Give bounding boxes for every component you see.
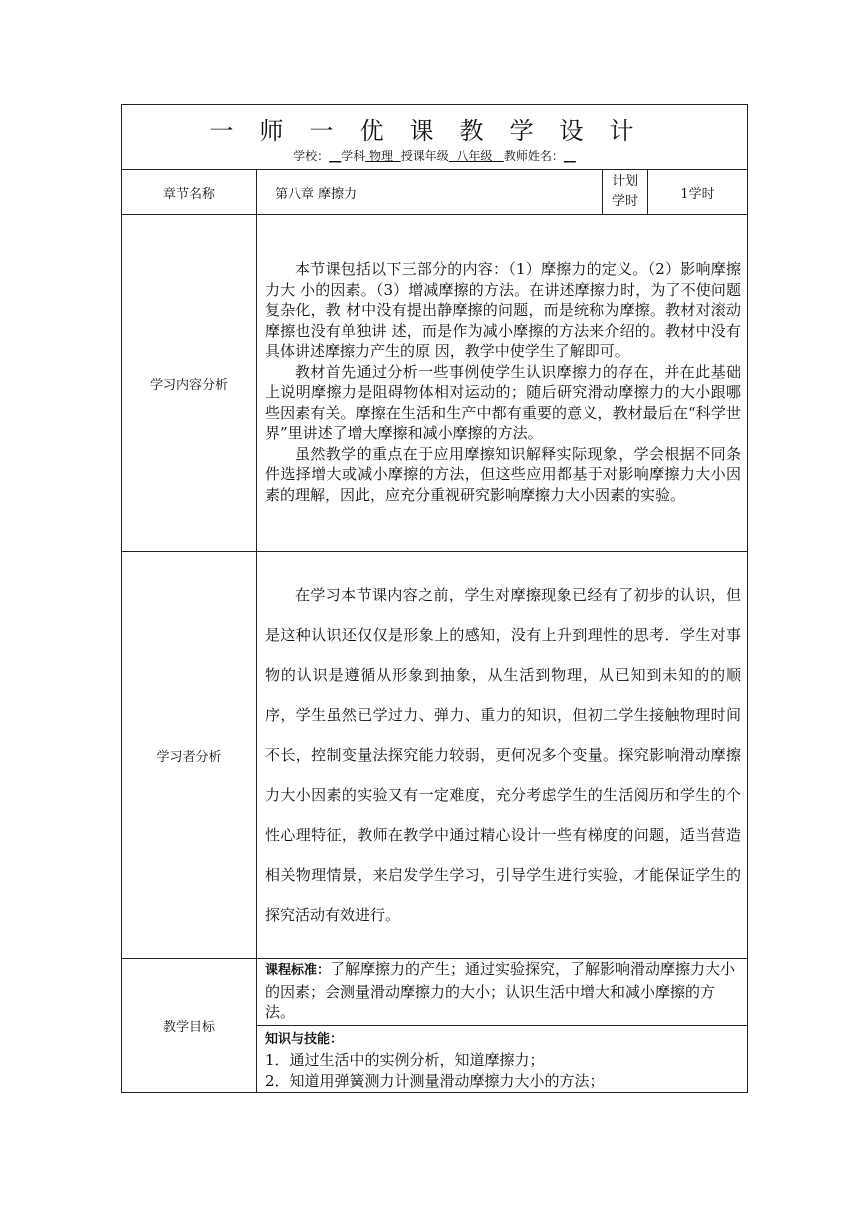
content-analysis-text bbox=[257, 215, 748, 552]
subtitle-cell bbox=[122, 145, 748, 170]
teacher-label: 教师姓名： bbox=[503, 149, 564, 163]
learner-analysis-text bbox=[257, 552, 748, 959]
chapter-label: 章节名称 bbox=[122, 170, 257, 215]
chapter-value: 第八章 摩擦力 bbox=[257, 170, 603, 215]
knowledge-skills bbox=[257, 1025, 748, 1092]
school-info-line bbox=[122, 145, 747, 169]
standard-label: 课程标准： bbox=[265, 963, 331, 978]
grade-label: 授课年级 bbox=[400, 149, 449, 163]
skills-label: 知识与技能： bbox=[265, 1031, 344, 1047]
standard-text: 了解摩擦力的产生；通过实验探究，了解影响滑动摩擦力大小的因素；会测量滑动摩擦力的大小；认识生活中增大和减小摩擦的方法。 bbox=[265, 960, 736, 1021]
planned-hours-value: 1学时 bbox=[648, 170, 748, 215]
curriculum-standard bbox=[257, 959, 748, 1026]
skill-item: 2．知道用弹簧测力计测量滑动摩擦力大小的方法； bbox=[265, 1071, 605, 1090]
content-analysis-label: 学习内容分析 bbox=[122, 215, 257, 552]
lesson-design-table bbox=[121, 104, 748, 1093]
planned-hours-label: 计划 学时 bbox=[603, 170, 648, 215]
learner-analysis-label: 学习者分析 bbox=[122, 552, 257, 959]
teacher-blank: __ bbox=[563, 149, 576, 163]
teaching-goals-label: 教学目标 bbox=[122, 959, 257, 1093]
learner-paragraph: 在学习本节课内容之前，学生对摩擦现象已经有了初步的认识，但是这种认识还仅仅是形象上的感知，没有上升到理性的思考．学生对事物的认识是遵循从形象到抽象，从生活到物理，从已知到未知的的顺序，学生虽然已学过力、弹力、重力的知识，但初二学生接触物理时间不长，控制变量法探究能力较弱，更何况多个变量。探究影响滑动摩擦力大小因素的实验又有一定难度，充分考虑学生的生活阅历和学生的个性心理特征，教师在教学中通过精心设计一些有梯度的问题，适当营造相关物理情景，来启发学生学习，引导学生进行实验，才能保证学生的探究活动有效进行。 bbox=[265, 586, 741, 924]
document-title: 一师一优课教学设计 bbox=[209, 117, 660, 145]
school-blank: __ bbox=[329, 149, 342, 163]
content-paragraph: 虽然教学的重点在于应用摩擦知识解释实际现象，学会根据不同条件选择增大或减小摩擦的方法，但这些应用都基于对影响摩擦力大小因素的理解，因此，应充分重视研究影响摩擦力大小因素的实验。 bbox=[265, 444, 741, 504]
school-label: 学校： bbox=[293, 149, 330, 163]
content-paragraph: 教材首先通过分析一些事例使学生认识摩擦力的存在，并在此基础上说明摩擦力是阻碍物体相对运动的；随后研究滑动摩擦力的大小跟哪些因素有关。摩擦在生活和生产中都有重要的意义，教材最后在“科学世界”里讲述了增大摩擦和减小摩擦的方法。 bbox=[265, 362, 741, 442]
grade-value: 八年级 bbox=[456, 149, 493, 163]
title-cell bbox=[122, 105, 748, 146]
content-paragraph: 本节课包括以下三部分的内容：（1）摩擦力的定义。（2）影响摩擦力大 小的因素。（3）增减摩擦的方法。在讲述摩擦力时，为了不使问题复杂化，教 材中没有提出静摩擦的问题，而是统称为摩擦。教材对滚动摩擦也没有单独讲 述，而是作为减小摩擦的方法来介绍的。教材中没有具体讲述摩擦力产生的原 因，教学中使学生了解即可。 bbox=[265, 260, 741, 360]
subject-label: 学科 bbox=[341, 149, 366, 163]
subject-value: 物理 bbox=[369, 149, 394, 163]
skill-item: 1．通过生活中的实例分析，知道摩擦力； bbox=[265, 1051, 545, 1069]
